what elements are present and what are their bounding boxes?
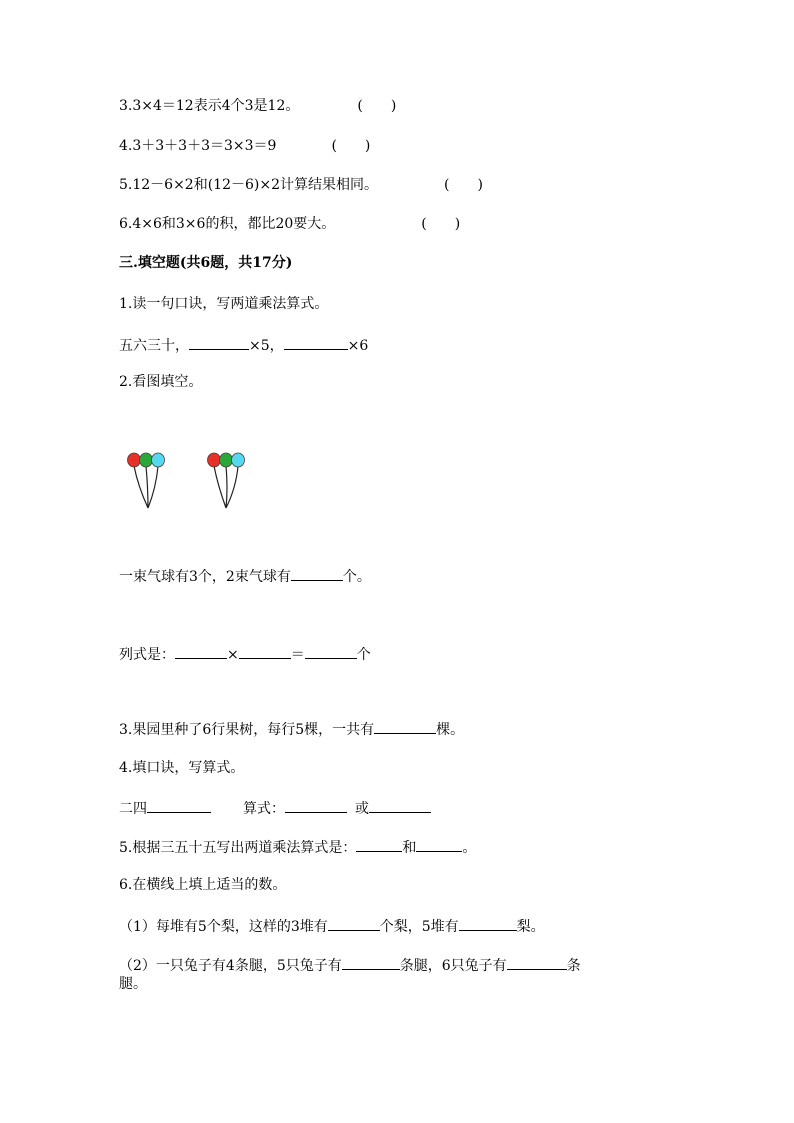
fill-q2-blank-count[interactable] [291, 565, 343, 581]
fill-q2-formula-label: 列式是： [119, 647, 175, 663]
balloon-red [128, 453, 141, 467]
judge-q3 [119, 96, 396, 116]
balloon-cyan [232, 453, 245, 467]
fill-q4-blank-kouju[interactable] [147, 797, 211, 813]
fill-q5-blank-2[interactable] [416, 836, 462, 852]
fill-q6-part2 [119, 954, 581, 976]
judge-q6 [119, 214, 460, 234]
fill-q6-p1-blank-2[interactable] [459, 915, 517, 931]
fill-q2-blank-product[interactable] [305, 643, 357, 659]
fill-q6-p2-blank-1[interactable] [342, 954, 400, 970]
balloon-red [208, 453, 221, 467]
judge-q4-answer-paren[interactable]: ( ) [331, 138, 371, 154]
fill-q6-p2-text-c: 条 [566, 958, 581, 974]
fill-q4-formula-label: 算式： [243, 801, 285, 817]
fill-q6-p1-blank-1[interactable] [328, 915, 380, 931]
fill-q4-answer-line [119, 797, 431, 819]
fill-q2-sentence-b: 个。 [342, 569, 371, 585]
judge-q5-text: 5.12－6×2和(12－6)×2计算结果相同。 [119, 177, 378, 193]
judge-q5-answer-paren[interactable]: ( ) [444, 177, 483, 193]
fill-q4-or: 或 [355, 801, 369, 817]
fill-q5-text-a: 5.根据三五十五写出两道乘法算式是： [119, 840, 357, 856]
fill-q1-blank-2[interactable] [284, 334, 348, 350]
fill-q6-part1 [119, 915, 545, 937]
fill-q4-blank-formula-2[interactable] [369, 797, 431, 813]
fill-q5-blank-1[interactable] [356, 836, 402, 852]
fill-q1-title: 1.读一句口诀，写两道乘法算式。 [119, 296, 329, 312]
fill-q1-answer-line [119, 334, 368, 356]
fill-q6-p2-text-a: （2）一只兔子有4条腿，5只兔子有 [119, 958, 342, 974]
fill-q6-p1-text-c: 梨。 [516, 919, 545, 935]
fill-q5-and: 和 [402, 840, 417, 856]
fill-q6-part2-wrap: 腿。 [119, 976, 147, 992]
judge-q6-answer-paren[interactable]: ( ) [421, 216, 461, 232]
fill-q2-times: × [227, 647, 239, 663]
section3-title: 三.填空题(共6题，共17分) [119, 255, 293, 271]
fill-q1-end: ×6 [347, 338, 369, 354]
fill-q2-blank-factor-2[interactable] [239, 643, 291, 659]
fill-q2-sentence-a: 一束气球有3个，2束气球有 [119, 569, 291, 585]
fill-q2-formula [119, 643, 371, 665]
fill-q4-kouju-label: 二四 [119, 801, 147, 817]
judge-q3-text: 3.3×4＝12表示4个3是12。 [119, 98, 300, 114]
judge-q4-text: 4.3＋3＋3＋3＝3×3＝9 [119, 138, 277, 154]
fill-q6-p1-text-b: 个梨，5堆有 [379, 919, 459, 935]
judge-q5 [119, 175, 483, 195]
fill-q6-p1-text-a: （1）每堆有5个梨，这样的3堆有 [119, 919, 328, 935]
fill-q3 [119, 718, 464, 740]
fill-q1-mid: ×5， [249, 338, 284, 354]
fill-q3-text-a: 3.果园里种了6行果树，每行5棵，一共有 [119, 722, 375, 738]
fill-q2-equals: ＝ [290, 647, 305, 663]
fill-q3-blank[interactable] [374, 718, 436, 734]
fill-q4-title: 4.填口诀，写算式。 [119, 760, 245, 776]
fill-q2-unit: 个 [356, 647, 371, 663]
balloon-bunch-1 [128, 453, 165, 508]
fill-q3-text-b: 棵。 [436, 722, 465, 738]
fill-q6-p2-blank-2[interactable] [507, 954, 567, 970]
fill-q5-end: 。 [462, 840, 477, 856]
fill-q6-title: 6.在横线上填上适当的数。 [119, 877, 287, 893]
balloon-bunch-2 [208, 453, 245, 508]
balloon-green [220, 453, 233, 467]
balloon-bunches-illustration [120, 452, 260, 516]
fill-q4-blank-formula-1[interactable] [285, 797, 347, 813]
balloon-cyan [152, 453, 165, 467]
fill-q2-blank-factor-1[interactable] [175, 643, 227, 659]
fill-q1-pre: 五六三十， [119, 338, 189, 354]
fill-q6-p2-text-b: 条腿，6只兔子有 [399, 958, 507, 974]
balloon-green [140, 453, 153, 467]
fill-q2-title: 2.看图填空。 [119, 374, 203, 390]
fill-q2-sentence [119, 565, 371, 587]
judge-q3-answer-paren[interactable]: ( ) [357, 98, 397, 114]
judge-q6-text: 6.4×6和3×6的积，都比20要大。 [119, 216, 336, 232]
judge-q4 [119, 136, 370, 156]
fill-q5 [119, 836, 476, 858]
fill-q1-blank-1[interactable] [189, 334, 249, 350]
